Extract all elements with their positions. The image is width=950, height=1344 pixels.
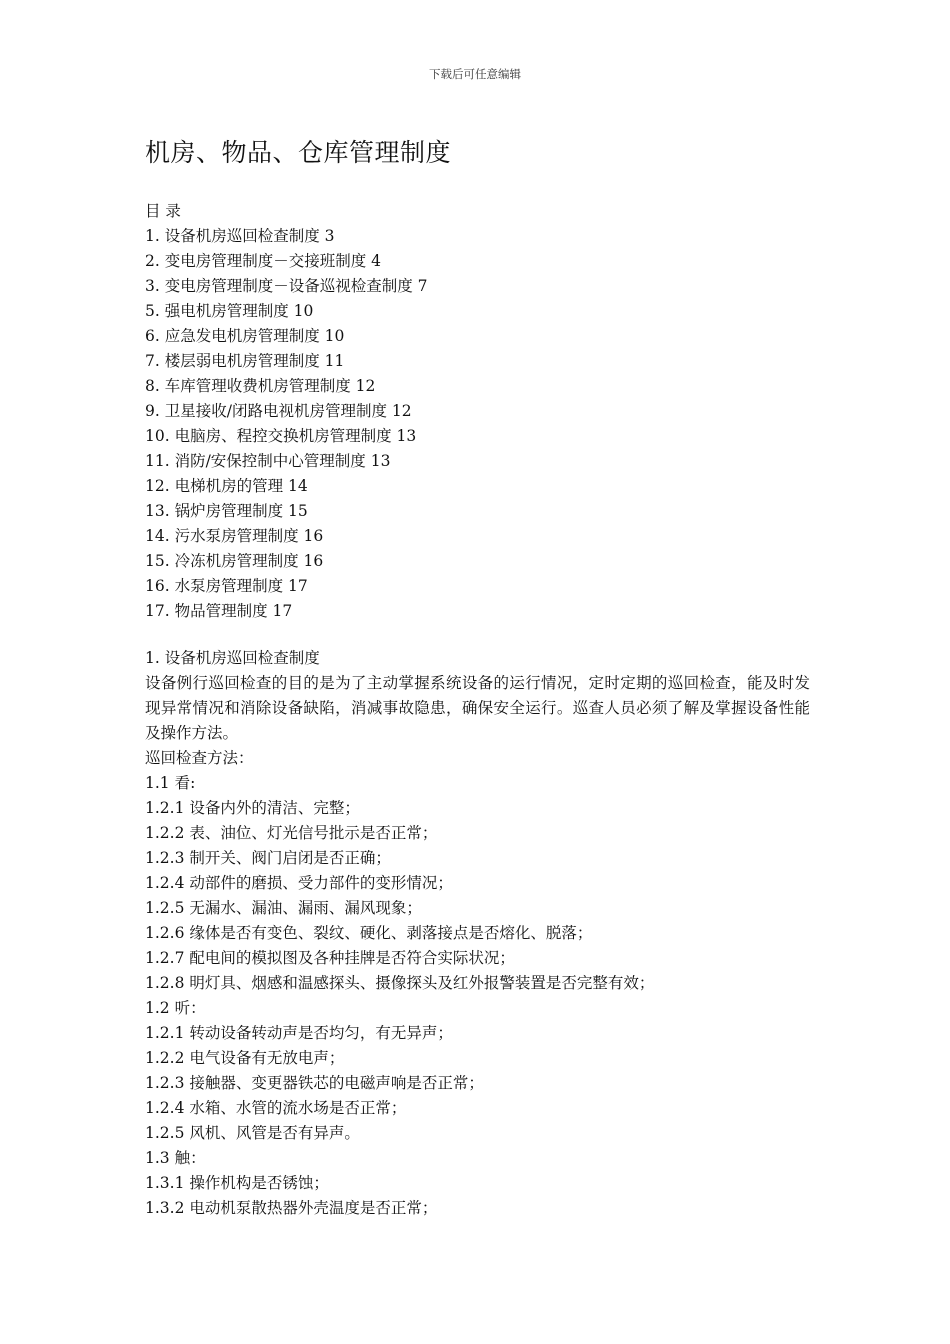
body-line: 1.2.3 接触器、变更器铁芯的电磁声响是否正常； [145, 1074, 484, 1092]
body-line: 1.3.1 操作机构是否锈蚀； [145, 1174, 329, 1192]
toc-item: 2. 变电房管理制度－交接班制度 4 [145, 252, 382, 270]
toc-item: 6. 应急发电机房管理制度 10 [145, 327, 345, 345]
toc-item: 8. 车库管理收费机房管理制度 12 [145, 377, 376, 395]
toc-item: 13. 锅炉房管理制度 15 [145, 502, 308, 520]
toc-item: 7. 楼层弱电机房管理制度 11 [145, 352, 345, 370]
document-title: 机房、物品、仓库管理制度 [145, 138, 452, 167]
toc-item: 3. 变电房管理制度－设备巡视检查制度 7 [145, 277, 428, 295]
toc-item: 17. 物品管理制度 17 [145, 602, 293, 620]
body-line: 1.2.1 转动设备转动声是否均匀，有无异声； [145, 1024, 453, 1042]
header-note: 下载后可任意编辑 [429, 67, 521, 81]
body-line: 1.2 听： [145, 999, 206, 1017]
section-heading: 1. 设备机房巡回检查制度 [145, 649, 320, 667]
toc-item: 1. 设备机房巡回检查制度 3 [145, 227, 335, 245]
table-of-contents [145, 199, 810, 624]
body-line: 1.1 看: [145, 774, 196, 792]
body-line: 1.2.3 制开关、阀门启闭是否正确； [145, 849, 391, 867]
toc-item: 9. 卫星接收/闭路电视机房管理制度 12 [145, 402, 412, 420]
body-line: 1.2.5 无漏水、漏油、漏雨、漏风现象； [145, 899, 422, 917]
toc-item: 12. 电梯机房的管理 14 [145, 477, 308, 495]
body-line: 1.2.5 风机、风管是否有异声。 [145, 1124, 360, 1142]
toc-item: 15. 冷冻机房管理制度 16 [145, 552, 324, 570]
body-line: 1.2.4 水箱、水管的流水场是否正常； [145, 1099, 407, 1117]
toc-item: 5. 强电机房管理制度 10 [145, 302, 314, 320]
body-line: 1.2.6 缘体是否有变色、裂纹、硬化、剥落接点是否熔化、脱落； [145, 924, 593, 942]
toc-item: 11. 消防/安保控制中心管理制度 13 [145, 452, 391, 470]
toc-item: 14. 污水泵房管理制度 16 [145, 527, 324, 545]
body-line: 1.2.2 电气设备有无放电声； [145, 1049, 345, 1067]
body-line: 巡回检查方法： [145, 749, 254, 767]
body-line: 1.3.2 电动机泵散热器外壳温度是否正常； [145, 1199, 438, 1217]
toc-heading: 目 录 [145, 202, 181, 220]
section-intro-paragraph: 设备例行巡回检查的目的是为了主动掌握系统设备的运行情况，定时定期的巡回检查，能及时发现异常情况和消除设备缺陷，消减事故隐患，确保安全运行。巡查人员必须了解及掌握设备性能及操作方法。 [145, 674, 810, 742]
toc-item: 16. 水泵房管理制度 17 [145, 577, 308, 595]
body-line: 1.3 触： [145, 1149, 206, 1167]
body-line: 1.2.4 动部件的磨损、受力部件的变形情况； [145, 874, 453, 892]
body-line: 1.2.1 设备内外的清洁、完整； [145, 799, 360, 817]
toc-item: 10. 电脑房、程控交换机房管理制度 13 [145, 427, 417, 445]
section-body [145, 646, 810, 1221]
body-line: 1.2.2 表、油位、灯光信号批示是否正常； [145, 824, 438, 842]
body-line: 1.2.7 配电间的模拟图及各种挂牌是否符合实际状况； [145, 949, 515, 967]
body-line: 1.2.8 明灯具、烟感和温感探头、摄像探头及红外报警装置是否完整有效； [145, 974, 655, 992]
